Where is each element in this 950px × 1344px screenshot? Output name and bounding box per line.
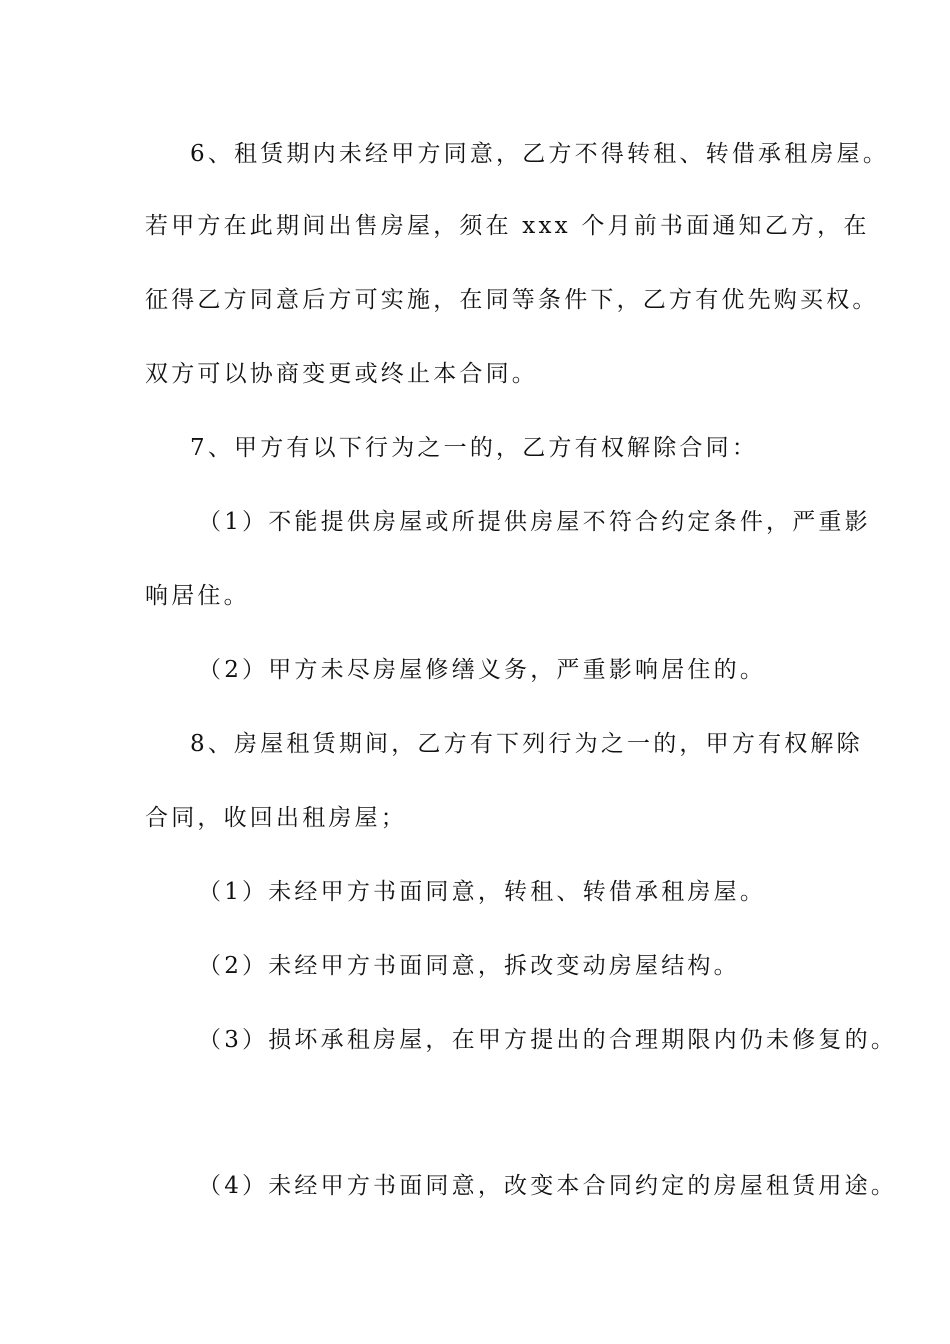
clause-6-line-3: 征得乙方同意后方可实施，在同等条件下，乙方有优先购买权。 [145, 287, 879, 313]
clause-8-item-4: （4）未经甲方书面同意，改变本合同约定的房屋租赁用途。 [198, 1173, 898, 1199]
clause-7-item-1-line-2: 响居住。 [145, 583, 250, 609]
clause-8-item-3: （3）损坏承租房屋，在甲方提出的合理期限内仍未修复的。 [198, 1027, 898, 1053]
clause-6-line-4: 双方可以协商变更或终止本合同。 [145, 361, 538, 387]
clause-8-heading-line-2: 合同，收回出租房屋； [145, 805, 407, 831]
clause-8-item-2: （2）未经甲方书面同意，拆改变动房屋结构。 [198, 953, 740, 979]
clause-6-line-1: 6、租赁期内未经甲方同意，乙方不得转租、转借承租房屋。 [190, 141, 890, 167]
clause-8-item-1: （1）未经甲方书面同意，转租、转借承租房屋。 [198, 879, 767, 905]
clause-6-line-2: 若甲方在此期间出售房屋，须在 xxx 个月前书面通知乙方，在 [145, 213, 870, 239]
clause-7-heading: 7、甲方有以下行为之一的，乙方有权解除合同： [190, 435, 759, 461]
clause-7-item-2: （2）甲方未尽房屋修缮义务，严重影响居住的。 [198, 657, 767, 683]
clause-7-item-1-line-1: （1）不能提供房屋或所提供房屋不符合约定条件，严重影 [198, 509, 871, 535]
clause-8-heading-line-1: 8、房屋租赁期间，乙方有下列行为之一的，甲方有权解除 [190, 731, 863, 757]
